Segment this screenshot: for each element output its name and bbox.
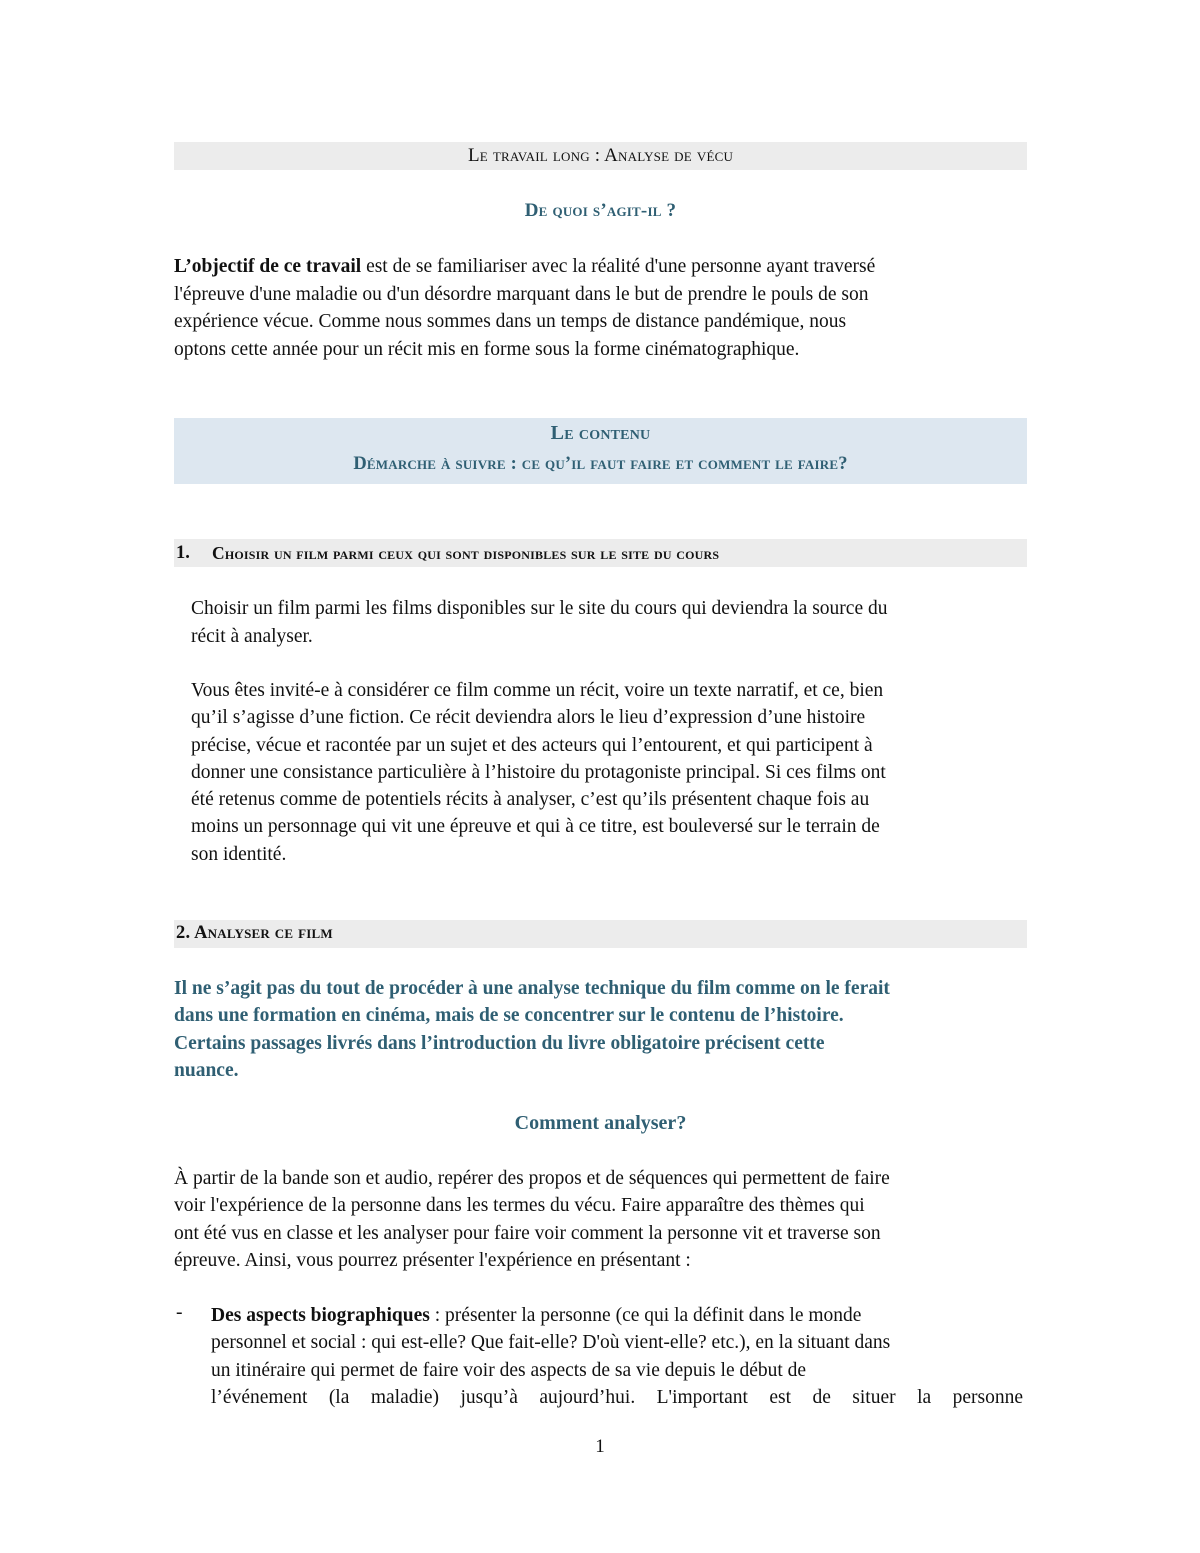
step1-p2-line-3: précise, vécue et racontée par un sujet et des acteurs qui l’entourent, et qui participent à bbox=[191, 734, 873, 756]
step1-paragraph-1 bbox=[191, 595, 1027, 650]
bullet-biographic bbox=[211, 1302, 1027, 1411]
bullet-line-3: un itinéraire qui permet de faire voir des aspects de sa vie depuis le début de bbox=[211, 1359, 807, 1381]
objective-paragraph bbox=[174, 253, 1027, 363]
bullet-dash: - bbox=[176, 1302, 183, 1323]
how-line-4: épreuve. Ainsi, vous pourrez présenter l'expérience en présentant : bbox=[174, 1249, 691, 1271]
bullet-line-4: l’événement (la maladie) jusqu’à aujourd’hui. L'important est de situer la personne bbox=[211, 1386, 1023, 1408]
how-line-1: À partir de la bande son et audio, repérer des propos et de séquences qui permettent de faire bbox=[174, 1168, 890, 1189]
step1-p2-line-5: été retenus comme de potentiels récits à analyser, c’est qu’ils présentent chaque fois au bbox=[191, 789, 870, 811]
step1-p2-line-4: donner une consistance particulière à l’histoire du protagoniste principal. Si ces films ont bbox=[191, 761, 886, 783]
step2-note-line-1: Il ne s’agit pas du tout de procéder à une analyse technique du film comme on le ferait bbox=[174, 978, 890, 999]
how-line-2: voir l'expérience de la personne dans les termes du vécu. Faire apparaître des thèmes qui bbox=[174, 1195, 865, 1217]
step1-p2-line-6: moins un personnage qui vit une épreuve et qui à ce titre, est bouleversé sur le terrain de bbox=[191, 816, 880, 838]
step1-p2-line-1: Vous êtes invité-e à considérer ce film comme un récit, voire un texte narratif, et ce, bien bbox=[191, 680, 884, 701]
page-title: Le travail long : Analyse de vécu bbox=[467, 145, 734, 166]
page-number: 1 bbox=[595, 1436, 605, 1457]
step1-number: 1. bbox=[176, 543, 190, 563]
objective-line-2: l'épreuve d'une maladie ou d'un désordre marquant dans le but de prendre le pouls de son bbox=[174, 283, 869, 305]
bullet-line-2: personnel et social : qui est-elle? Que fait-elle? D'où vient-elle? etc.), en la situant dans bbox=[211, 1332, 891, 1354]
step1-heading: Choisir un film parmi ceux qui sont disponibles sur le site du cours bbox=[212, 543, 720, 563]
objective-line-3: expérience vécue. Comme nous sommes dans un temps de distance pandémique, nous bbox=[174, 311, 847, 332]
content-box-subtitle: Démarche à suivre : ce qu’il faut faire et comment le faire? bbox=[353, 454, 848, 474]
objective-lead: L’objectif de ce travail bbox=[174, 256, 362, 277]
step1-p1-line-2: récit à analyser. bbox=[191, 625, 313, 647]
step2-heading: 2. Analyser ce film bbox=[176, 923, 333, 943]
how-paragraph bbox=[174, 1165, 1027, 1274]
step2-note-line-3: Certains passages livrés dans l’introduction du livre obligatoire précisent cette bbox=[174, 1032, 825, 1054]
step1-p2-line-2: qu’il s’agisse d’une fiction. Ce récit deviendra alors le lieu d’expression d’une histoire bbox=[191, 707, 866, 729]
step1-p1-line-1: Choisir un film parmi les films disponibles sur le site du cours qui deviendra la source du bbox=[191, 598, 888, 619]
step1-p2-line-7: son identité. bbox=[191, 843, 287, 865]
how-title: Comment analyser? bbox=[514, 1112, 687, 1134]
how-line-3: ont été vus en classe et les analyser pour faire voir comment la personne vit et traverse son bbox=[174, 1222, 881, 1244]
objective-line-4: optons cette année pour un récit mis en forme sous la forme cinématographique. bbox=[174, 338, 800, 360]
step2-note bbox=[174, 975, 1027, 1084]
bullet-lead: Des aspects biographiques bbox=[211, 1305, 430, 1326]
step1-paragraph-2 bbox=[191, 677, 1027, 868]
content-box-title: Le contenu bbox=[550, 422, 651, 444]
step2-note-line-4: nuance. bbox=[174, 1059, 239, 1081]
objective-line-1: L’objectif de ce travail est de se familiariser avec la réalité d'une personne ayant traversé bbox=[174, 256, 876, 277]
step2-note-line-2: dans une formation en cinéma, mais de se concentrer sur le contenu de l’histoire. bbox=[174, 1005, 844, 1027]
section-what-heading: De quoi s’agit-il ? bbox=[524, 200, 677, 221]
bullet-line-1: Des aspects biographiques : présenter la personne (ce qui la définit dans le monde bbox=[211, 1305, 862, 1326]
